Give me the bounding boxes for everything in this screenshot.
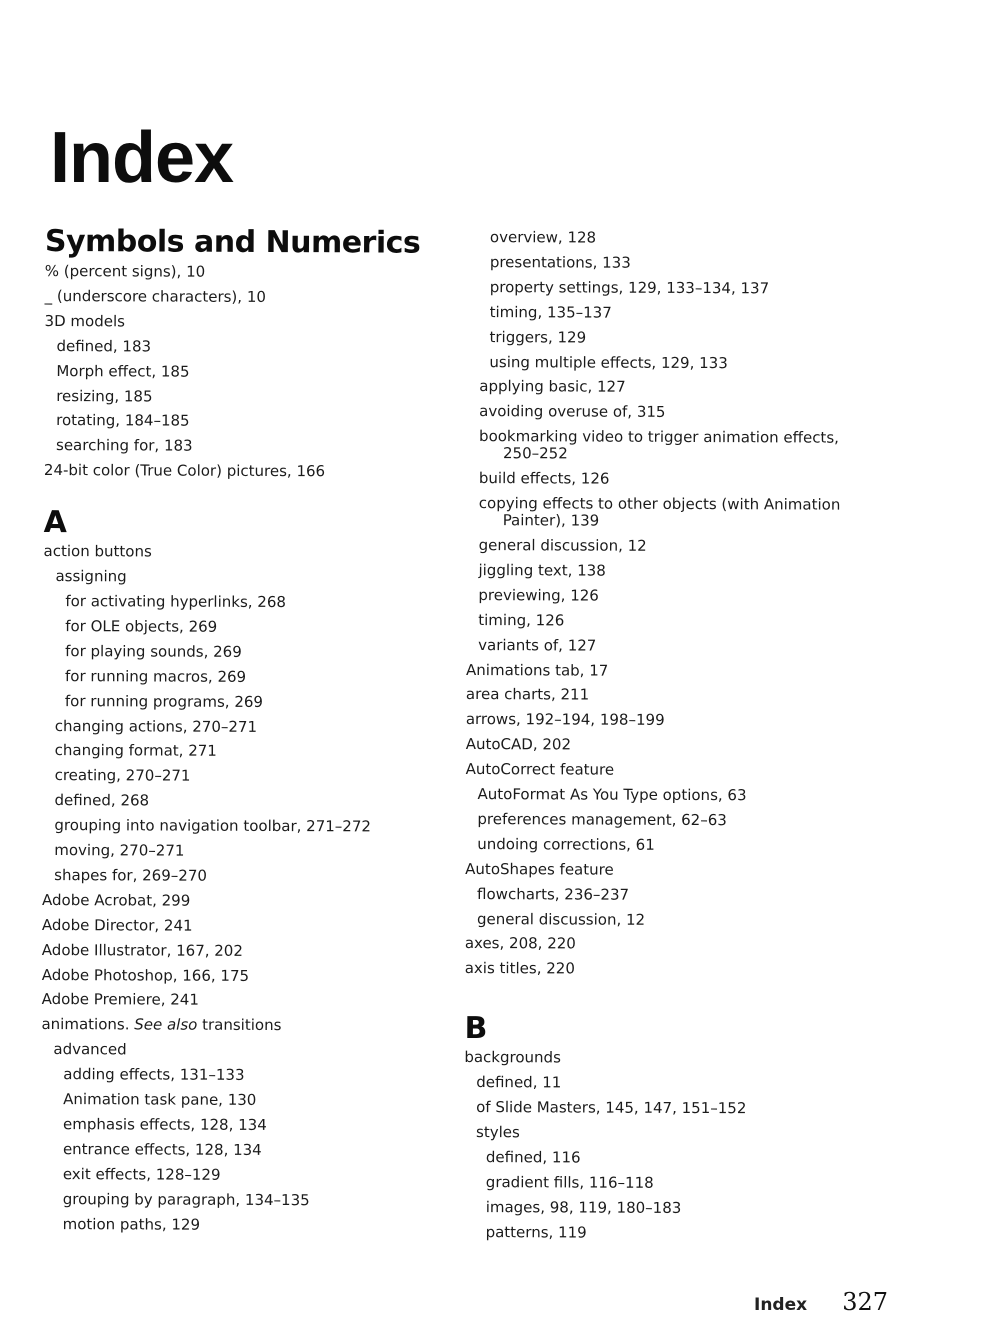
index-entry — [41, 1212, 451, 1239]
index-entry — [465, 832, 865, 859]
index-entry — [43, 664, 453, 691]
entry-text: general discussion, 12 — [478, 536, 647, 555]
entry-text: grouping into navigation toolbar, 271–272 — [54, 816, 371, 836]
entry-text: backgrounds — [464, 1048, 561, 1067]
index-entry — [465, 931, 865, 958]
entry-text: triggers, 129 — [489, 327, 587, 347]
b-entries — [464, 1045, 865, 1246]
entry-text: area charts, 211 — [465, 685, 590, 704]
index-entry — [44, 359, 454, 386]
index-entry — [466, 732, 866, 759]
index-entry — [467, 533, 867, 560]
see-also-target: transitions — [197, 1016, 282, 1035]
index-entry — [465, 956, 865, 983]
index-entry — [42, 963, 452, 990]
symbols-entries — [44, 259, 455, 485]
entry-text: shapes for, 269–270 — [54, 865, 207, 885]
index-entry — [42, 913, 452, 940]
entry-text: preferences management, 62–63 — [477, 809, 727, 830]
entry-text: gradient fills, 116–118 — [485, 1172, 654, 1192]
index-entry-animations — [41, 1012, 451, 1039]
index-entry — [44, 384, 454, 411]
index-entry — [465, 857, 865, 884]
entry-text: for running programs, 269 — [64, 691, 264, 711]
index-entry — [466, 757, 866, 784]
entry-text: moving, 270–271 — [54, 841, 185, 860]
entry-text: timing, 126 — [478, 610, 565, 630]
entry-text: build effects, 126 — [478, 469, 610, 488]
entry-text: 24-bit color (True Color) pictures, 166 — [43, 461, 326, 481]
entry-text: adding effects, 131–133 — [63, 1065, 245, 1085]
index-entry — [42, 888, 452, 915]
index-entry — [43, 763, 453, 790]
entry-text: axes, 208, 220 — [464, 934, 576, 953]
a-entries — [42, 539, 454, 1014]
entry-text: jiggling text, 138 — [478, 560, 606, 580]
entry-text: Adobe Acrobat, 299 — [42, 890, 191, 910]
index-entry — [464, 1195, 864, 1222]
index-entry — [43, 738, 453, 765]
entry-text: defined, 116 — [485, 1147, 581, 1167]
entry-text: motion paths, 129 — [62, 1214, 201, 1234]
entry-text: AutoShapes feature — [465, 859, 614, 879]
entry-text: patterns, 119 — [485, 1222, 587, 1242]
entry-text: general discussion, 12 — [476, 909, 646, 929]
entry-text: for running macros, 269 — [64, 666, 247, 686]
index-entry — [43, 639, 453, 666]
index-entry — [466, 707, 866, 734]
index-entry — [467, 399, 867, 426]
index-entry — [466, 583, 866, 610]
entry-text: Adobe Photoshop, 166, 175 — [41, 965, 250, 985]
index-entry — [467, 374, 867, 401]
entry-text: % (percent signs), 10 — [44, 261, 206, 281]
entry-text: defined, 268 — [54, 791, 150, 810]
entry-text: property settings, 129, 133–134, 137 — [489, 277, 770, 298]
entry-text: previewing, 126 — [478, 585, 599, 605]
entry-text: Adobe Premiere, 241 — [41, 990, 199, 1010]
index-entry — [466, 608, 866, 635]
footer-section-label: Index — [754, 1295, 808, 1315]
index-entry — [468, 225, 868, 252]
entry-text: assigning — [55, 567, 127, 586]
entry-text: styles — [476, 1123, 520, 1142]
index-entry — [464, 1170, 864, 1197]
page-number: 327 — [842, 1288, 888, 1316]
entry-text: AutoFormat As You Type options, 63 — [477, 785, 747, 805]
index-entry — [41, 1087, 451, 1114]
entry-text: emphasis effects, 128, 134 — [63, 1115, 267, 1134]
index-entry — [41, 1187, 451, 1214]
entry-text: action buttons — [43, 542, 152, 561]
entry-text: Animation task pane, 130 — [63, 1090, 257, 1110]
page-footer — [754, 1288, 888, 1316]
index-entry — [464, 1220, 864, 1247]
index-entry — [43, 689, 453, 716]
entry-text: arrows, 192–194, 198–199 — [465, 710, 665, 730]
index-entry — [466, 558, 866, 585]
entry-text: exit effects, 128–129 — [62, 1164, 221, 1184]
index-entry — [467, 350, 867, 377]
index-column-right — [464, 225, 868, 1246]
index-entry — [464, 1120, 864, 1147]
index-entry — [466, 682, 866, 709]
entry-text: Adobe Director, 241 — [41, 915, 193, 935]
index-entry — [43, 614, 453, 641]
index-entry — [41, 1137, 451, 1164]
entry-text: using multiple effects, 129, 133 — [489, 352, 728, 372]
index-entry — [44, 539, 454, 566]
entry-text: defined, 11 — [476, 1073, 562, 1092]
entry-text: avoiding overuse of, 315 — [479, 402, 666, 422]
entry-text: changing format, 271 — [54, 741, 217, 761]
entry-continuation: Painter), 139 — [502, 511, 600, 530]
a-entries-continued — [465, 225, 868, 983]
index-entry — [42, 838, 452, 865]
entry-text: rotating, 184–185 — [56, 411, 190, 431]
entry-text: copying effects to other objects (with Animation — [478, 494, 841, 514]
entry-text: changing actions, 270–271 — [54, 716, 258, 736]
page-title: Index — [50, 118, 234, 199]
index-entry — [465, 882, 865, 909]
entry-text: timing, 135–137 — [489, 302, 612, 322]
index-entry — [41, 1062, 451, 1089]
index-entry — [464, 1045, 864, 1072]
entry-text: AutoCorrect feature — [465, 760, 615, 779]
entry-text: grouping by paragraph, 134–135 — [62, 1189, 310, 1209]
entry-text: applying basic, 127 — [479, 377, 626, 397]
entry-text: bookmarking video to trigger animation effects, — [479, 427, 839, 447]
index-entry — [45, 259, 455, 286]
index-entry — [43, 564, 453, 591]
index-entry — [42, 863, 452, 890]
index-entry — [468, 250, 868, 277]
entry-text: 3D models — [44, 311, 126, 331]
entry-text: undoing corrections, 61 — [477, 834, 655, 854]
entry-text: for activating hyperlinks, 268 — [65, 592, 286, 612]
entry-text: images, 98, 119, 180–183 — [485, 1197, 682, 1217]
entry-text: creating, 270–271 — [54, 766, 191, 785]
entry-text: Morph effect, 185 — [56, 361, 190, 381]
index-entry — [466, 633, 866, 660]
index-entry — [464, 1145, 864, 1172]
entry-text: axis titles, 220 — [464, 959, 575, 978]
entry-text: flowcharts, 236–237 — [477, 884, 630, 904]
index-entry — [468, 275, 868, 302]
section-heading-a: A — [43, 505, 67, 541]
entry-text: defined, 183 — [56, 336, 152, 356]
index-entry — [465, 782, 865, 809]
index-entry — [43, 589, 453, 616]
entry-text: overview, 128 — [489, 228, 597, 247]
entry-text: entrance effects, 128, 134 — [62, 1139, 262, 1159]
index-entry — [41, 1037, 451, 1064]
entry-text: Adobe Illustrator, 167, 202 — [41, 940, 243, 960]
entry-text: advanced — [53, 1040, 127, 1059]
index-entry — [465, 807, 865, 834]
section-heading-b: B — [464, 1011, 488, 1047]
index-entry — [42, 987, 452, 1014]
index-entry — [44, 334, 454, 361]
index-entry — [466, 657, 866, 684]
index-entry — [44, 433, 454, 460]
entry-text: of Slide Masters, 145, 147, 151–152 — [476, 1098, 747, 1118]
index-entry — [467, 466, 867, 493]
entry-text: for playing sounds, 269 — [65, 641, 242, 661]
index-entry — [42, 813, 452, 840]
index-column-left — [41, 223, 455, 1238]
index-entry — [45, 309, 455, 336]
section-heading-symbols: Symbols and Numerics — [44, 223, 421, 261]
index-entry — [468, 300, 868, 327]
animations-subentries — [41, 1037, 452, 1238]
index-entry — [467, 491, 867, 531]
entry-text: variants of, 127 — [478, 635, 597, 655]
see-also-label: See also — [134, 1015, 198, 1035]
entry-text: for OLE objects, 269 — [65, 616, 218, 636]
index-entry — [467, 424, 867, 464]
entry-text: _ (underscore characters), 10 — [44, 286, 266, 306]
index-entry — [41, 1162, 451, 1189]
index-entry — [43, 713, 453, 740]
index-entry — [42, 938, 452, 965]
index-entry — [44, 408, 454, 435]
entry-text: presentations, 133 — [489, 253, 631, 272]
entry-continuation: 250–252 — [502, 444, 568, 463]
index-entry — [45, 284, 455, 311]
index-entry — [464, 1070, 864, 1097]
index-entry — [464, 1095, 864, 1122]
index-entry — [44, 458, 454, 485]
index-entry — [41, 1112, 451, 1139]
entry-text: searching for, 183 — [55, 436, 193, 455]
index-entry — [467, 325, 867, 352]
index-entry — [42, 788, 452, 815]
entry-main-text: animations. — [41, 1015, 135, 1034]
entry-text: resizing, 185 — [56, 386, 153, 406]
index-entry — [465, 907, 865, 934]
entry-text: AutoCAD, 202 — [465, 735, 572, 754]
entry-text: Animations tab, 17 — [466, 660, 609, 680]
